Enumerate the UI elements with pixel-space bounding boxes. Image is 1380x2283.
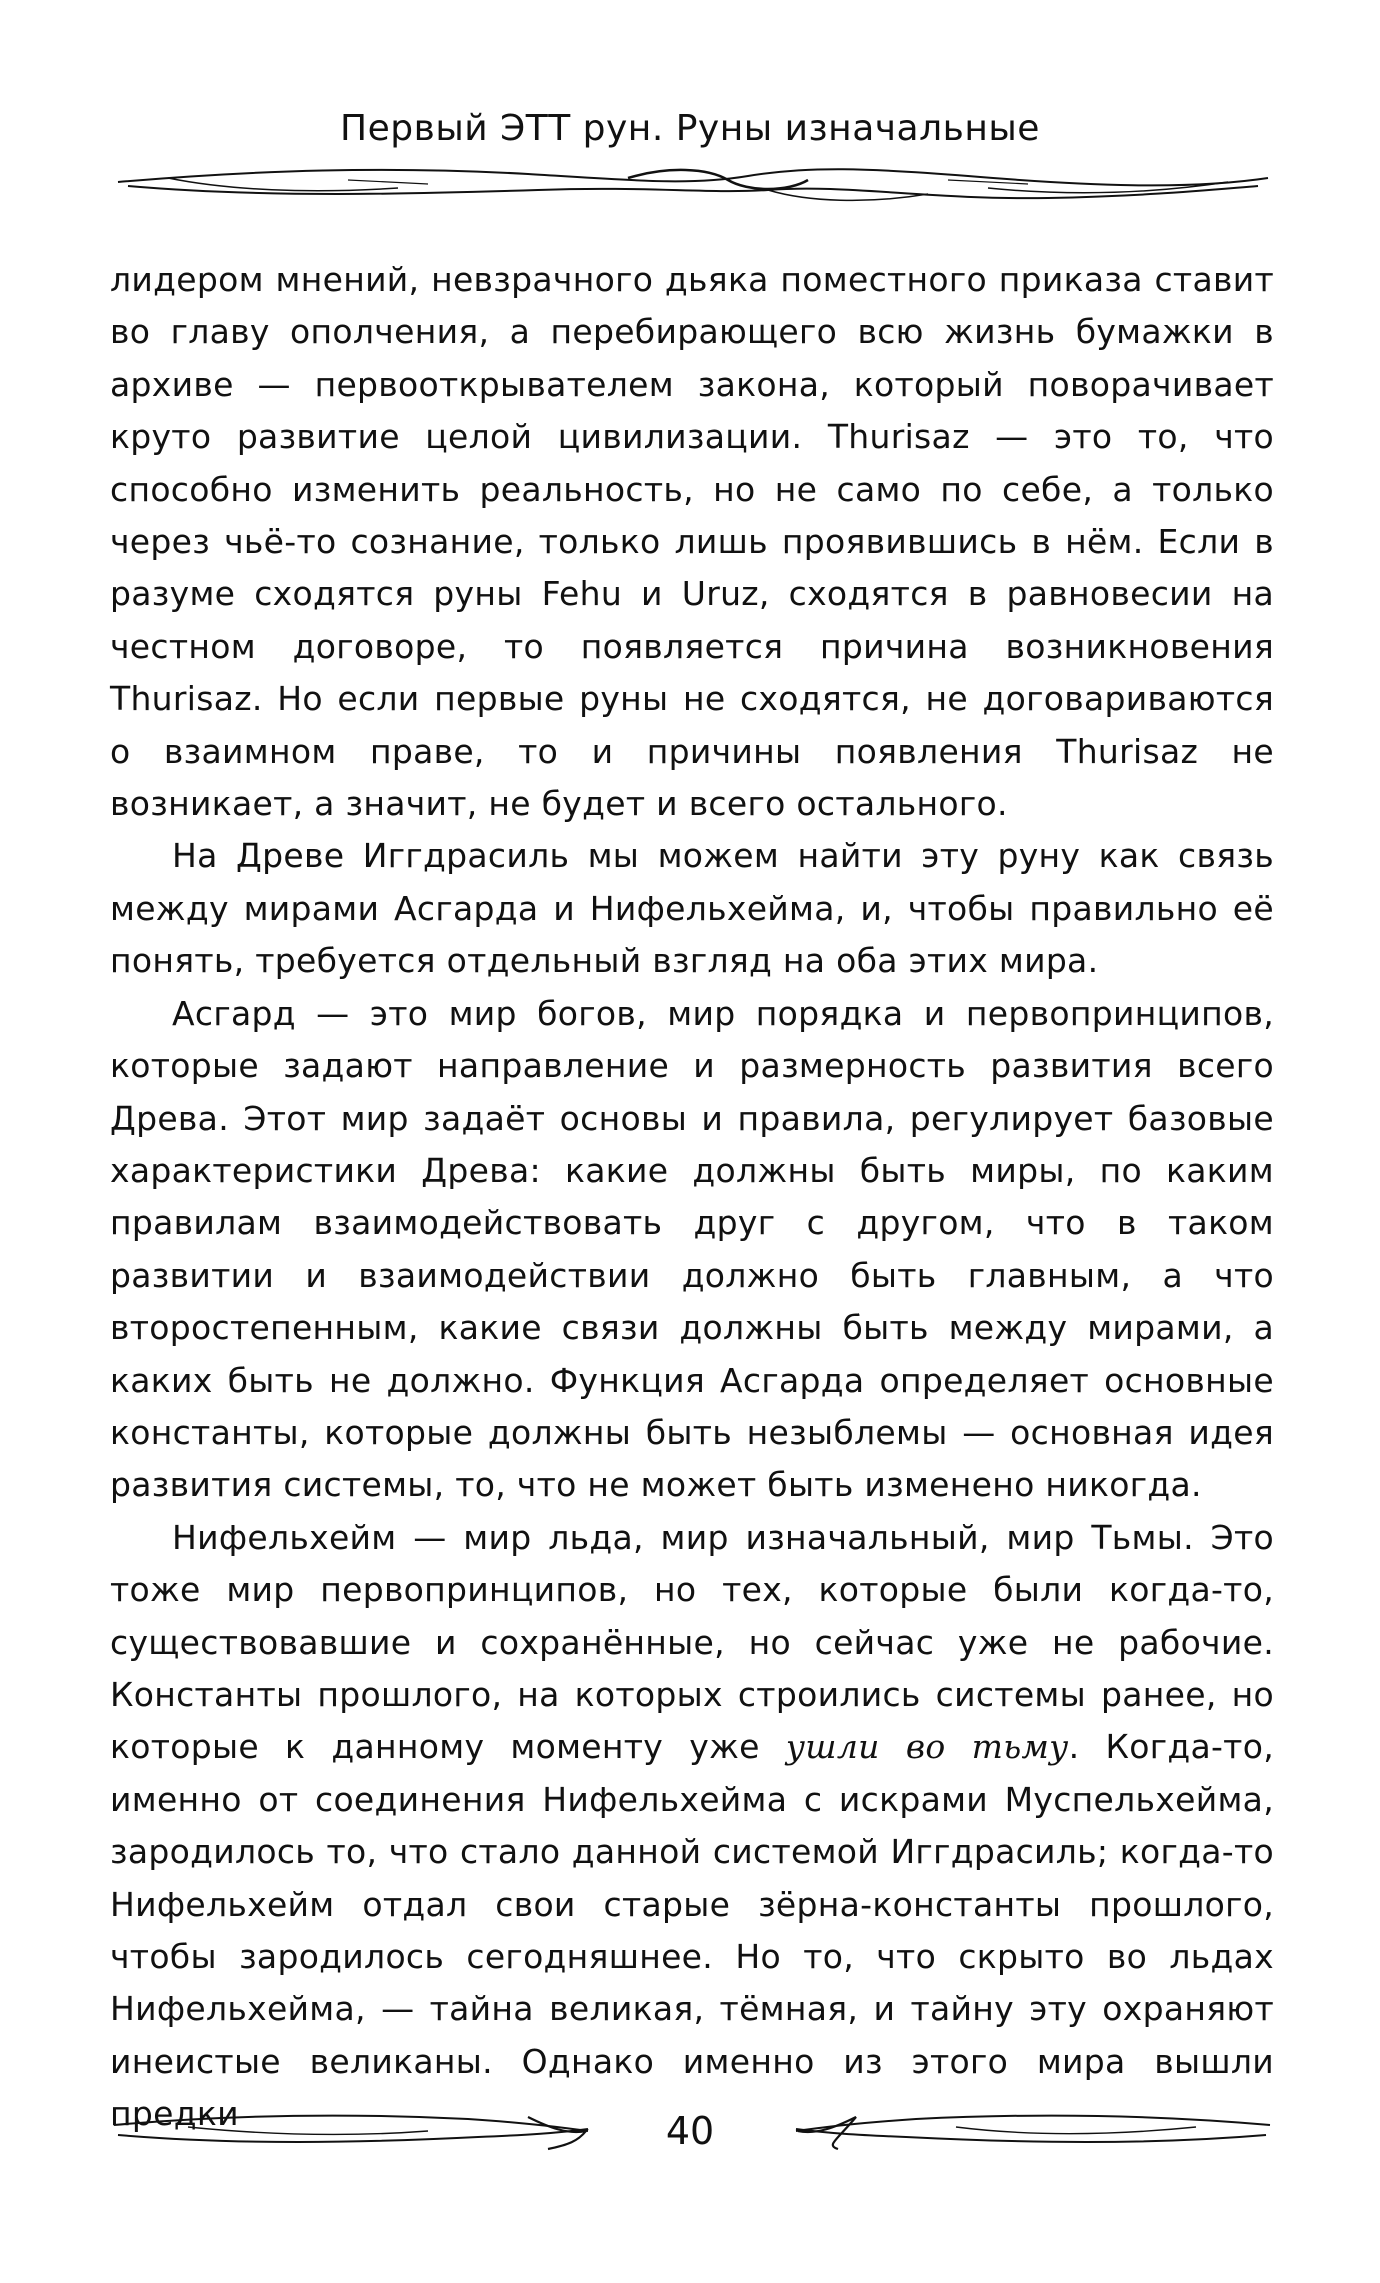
paragraph-4-italic: ушли во тьму <box>785 1727 1069 1767</box>
page-number <box>0 2108 1380 2154</box>
paragraph-4 <box>110 1512 1274 2141</box>
top-flourish-divider <box>108 160 1276 210</box>
paragraph-3: Асгард — это мир богов, мир порядка и первопринципов, которые задают направление и размерность развития всего Древа. Этот мир задаёт основы и правила, регулирует базовые характеристики Древа: какие должны быть миры, по каким правилам взаимодействовать друг с другом, что в таком развитии и взаимодействии должно быть главным, а что второстепенным, какие связи должны быть между мирами, а каких быть не должно. Функция Асгарда определяет основные константы, которые должны быть незыблемы — основная идея развития системы, то, что не может быть изменено никогда. <box>110 993 1274 1505</box>
paragraph-4-part-b: . Когда-то, именно от соединения Нифельхейма с искрами Муспельхейма, зародилось то, что стало данной системой Иггдрасиль; когда-то Нифельхейм отдал свои старые зёрна-константы прошлого, чтобы зародилось сегодняшнее. Но то, что скрыто во льдах Нифельхейма, — тайна великая, тёмная, и тайну эту охраняют инеистые великаны. Однако именно из этого мира вышли предки <box>110 1727 1274 2134</box>
paragraph-1: лидером мнений, невзрачного дьяка поместного приказа ставит во главу ополчения, а перебирающего всю жизнь бумажки в архиве — первооткрывателем закона, который поворачивает круто развитие целой цивилизации. Thurisaz — это то, что способно изменить реальность, но не само по себе, а только через чьё-то сознание, только лишь проявившись в нём. Если в разуме сходятся руны Fehu и Uruz, сходятся в равновесии на честном договоре, то появляется причина возникновения Thurisaz. Но если первые руны не сходятся, не договариваются о взаимном праве, то и причины появления Thurisaz не возникает, а значит, не будет и всего остального. <box>110 260 1274 824</box>
body-text <box>110 254 1274 2141</box>
paragraph-4-part-a: Нифельхейм — мир льда, мир изначальный, мир Тьмы. Это тоже мир первопринципов, но тех, которые были когда-то, существовавшие и сохранённые, но сейчас уже не рабочие. Константы прошлого, на которых строились системы ранее, но которые к данному моменту уже <box>110 1517 1274 1767</box>
paragraph-2: На Древе Иггдрасиль мы можем найти эту руну как связь между мирами Асгарда и Нифельхейма, и, чтобы правильно её понять, требуется отдельный взгляд на оба этих мира. <box>110 836 1274 981</box>
page-number-text: 40 <box>648 2109 732 2153</box>
running-head: Первый ЭТТ рун. Руны изначальные <box>340 108 1040 149</box>
